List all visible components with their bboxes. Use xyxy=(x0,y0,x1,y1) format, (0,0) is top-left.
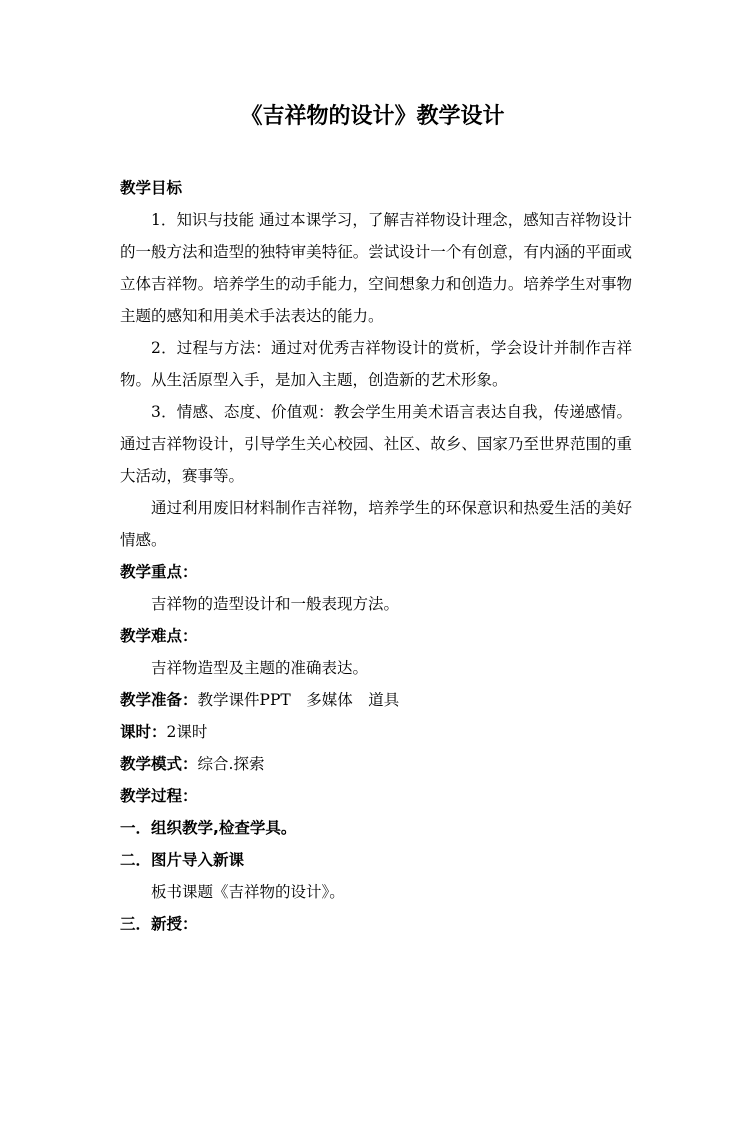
preparation-text: 教学课件PPT 多媒体 道具 xyxy=(197,691,400,709)
objective-environment: 通过利用废旧材料制作吉祥物，培养学生的环保意识和热爱生活的美好情感。 xyxy=(120,499,632,549)
difficulties-heading: 教学难点： xyxy=(120,627,198,645)
mode-text: 综合.探索 xyxy=(197,755,265,773)
process-step-2: 二．图片导入新课 xyxy=(120,851,245,869)
process-step-2-text: 板书课题《吉祥物的设计》。 xyxy=(151,883,345,901)
objectives-heading: 教学目标 xyxy=(120,179,183,197)
objective-process-methods: 2．过程与方法：通过对优秀吉祥物设计的赏析，学会设计并制作吉祥物。从生活原型入手，是加入主题，创造新的艺术形象。 xyxy=(120,339,632,389)
document-body xyxy=(120,172,632,940)
key-points-text: 吉祥物的造型设计和一般表现方法。 xyxy=(151,595,400,613)
mode-heading: 教学模式： xyxy=(120,755,198,773)
objective-emotion-values: 3．情感、态度、价值观：教会学生用美术语言表达自我，传递感情。通过吉祥物设计，引导学生关心校园、社区、故乡、国家乃至世界范围的重大活动，赛事等。 xyxy=(120,403,632,485)
preparation-heading: 教学准备： xyxy=(120,691,198,709)
preparation-line xyxy=(120,684,632,716)
difficulties-text: 吉祥物造型及主题的准确表达。 xyxy=(151,659,369,677)
mode-line xyxy=(120,748,632,780)
hours-line xyxy=(120,716,632,748)
key-points-heading: 教学重点： xyxy=(120,563,198,581)
process-step-3: 三．新授： xyxy=(120,915,198,933)
process-step-1: 一．组织教学,检查学具。 xyxy=(120,819,297,837)
hours-heading: 课时： xyxy=(120,723,167,741)
document-title: 《吉祥物的设计》教学设计 xyxy=(240,104,505,129)
hours-text: 2课时 xyxy=(166,723,208,741)
objective-knowledge-skills: 1．知识与技能 通过本课学习，了解吉祥物设计理念，感知吉祥物设计的一般方法和造型的独特审美特征。尝试设计一个有创意，有内涵的平面或立体吉祥物。培养学生的动手能力，空间想象力和创造力。培养学生对事物主题的感知和用美术手法表达的能力。 xyxy=(120,211,632,325)
process-heading: 教学过程： xyxy=(120,787,198,805)
